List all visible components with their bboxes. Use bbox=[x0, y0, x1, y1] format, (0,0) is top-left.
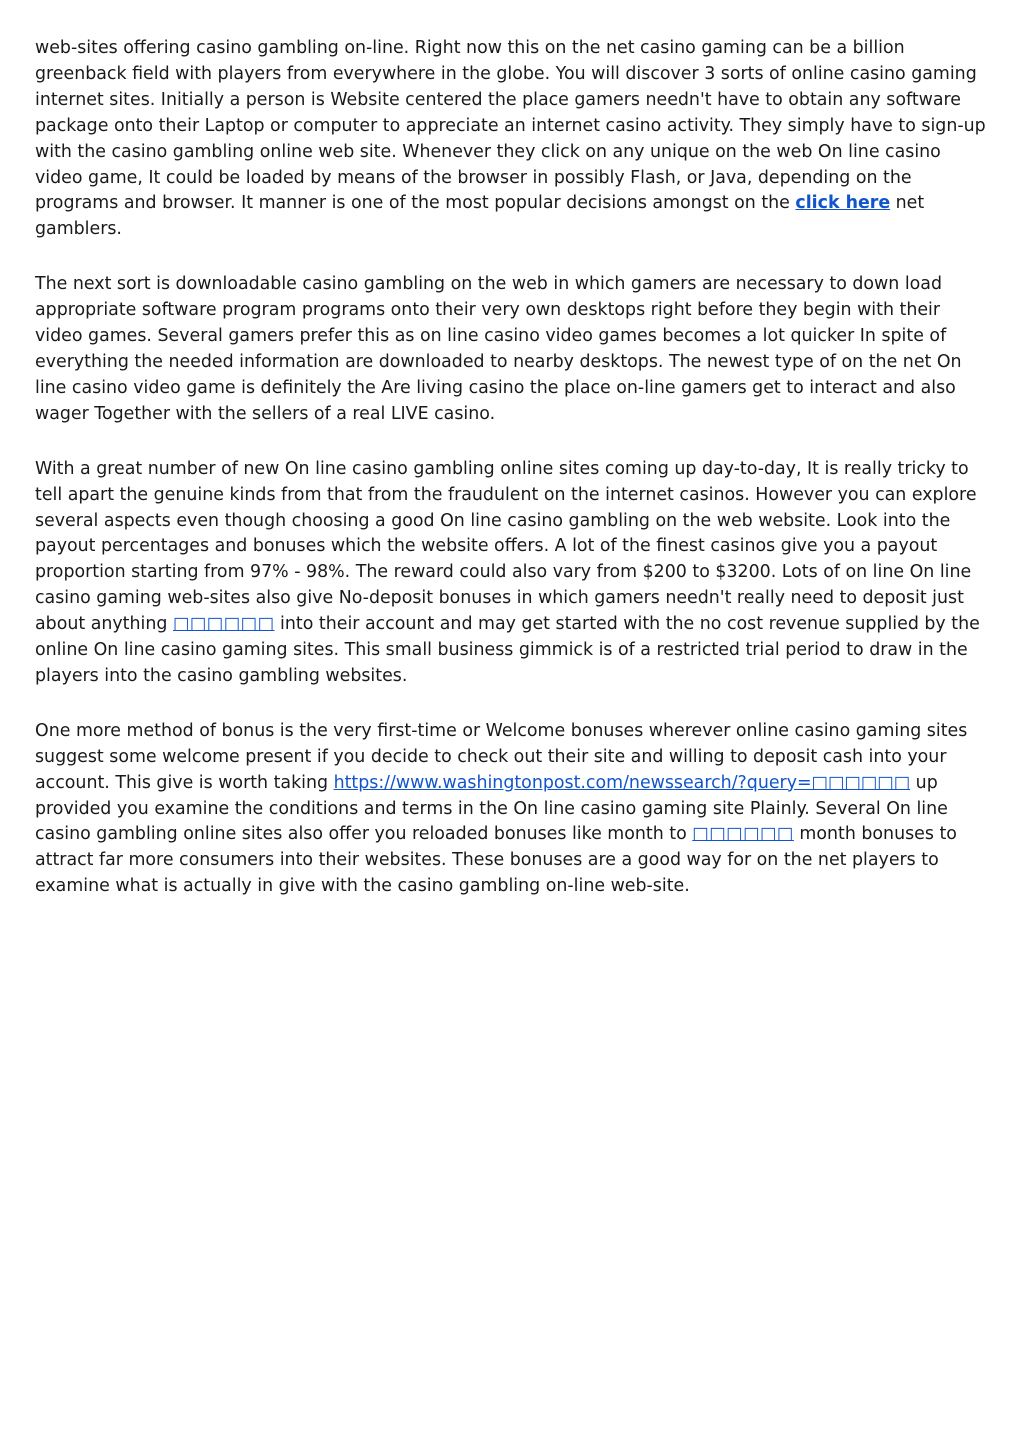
document-page bbox=[35, 36, 993, 929]
paragraph-4-text: One more method of bonus is the very first-time or Welcome bonuses wherever online casino gaming sites suggest some welcome present if you decide to check out their site and willing to deposit cash into your account. This give is worth taking bbox=[35, 720, 968, 793]
keyword-link-2[interactable]: □□□□□□ bbox=[692, 824, 794, 845]
paragraph-1 bbox=[35, 36, 993, 243]
paragraph-3 bbox=[35, 457, 993, 690]
keyword-link[interactable]: □□□□□□ bbox=[172, 614, 275, 635]
paragraph-4-text-end: month bonuses to attract far more consumers into their websites. These bonuses are a good way for on the net players to examine what is actually in give with the casino gambling on-line web-site. bbox=[35, 824, 957, 897]
paragraph-3-text: With a great number of new On line casino gambling online sites coming up day-to-day, It is really tricky to tell apart the genuine kinds from that from the fraudulent on the internet casinos. However you can explore several aspects even though choosing a good On line casino gambling on the web website. Look into the payout percentages and bonuses which the website offers. A lot of the finest casinos give you a payout proportion starting from 97% - 98%. The reward could also vary from $200 to $3200. Lots of on line On line casino gaming web-sites also give No-deposit bonuses in which gamers needn't really need to deposit just about anything bbox=[35, 458, 977, 635]
paragraph-3-text-end: into their account and may get started with the no cost revenue supplied by the online On line casino gaming sites. This small business gimmick is of a restricted trial period to draw in the players into the casino gambling websites. bbox=[35, 614, 980, 686]
washingtonpost-search-link[interactable]: https://www.washingtonpost.com/newssearch/?query=□□□□□□ bbox=[333, 772, 911, 793]
paragraph-4-text-mid: up provided you examine the conditions and terms in the On line casino gaming site Plainly. Several On line casino gambling online sites also offer you reloaded bonuses like month to bbox=[35, 772, 948, 845]
paragraph-1-text: web-sites offering casino gambling on-line. Right now this on the net casino gaming can be a billion greenback field with players from everywhere in the globe. You will discover 3 sorts of online casino gaming internet sites. Initially a person is Website centered the place gamers needn't have to obtain any software package onto their Laptop or computer to appreciate an internet casino activity. They simply have to sign-up with the casino gambling online web site. Whenever they click on any unique on the web On line casino video game, It could be loaded by means of the browser in possibly Flash, or Java, depending on the programs and browser. It manner is one of the most popular decisions amongst on the bbox=[35, 38, 986, 214]
paragraph-4 bbox=[35, 719, 993, 900]
click-here-link[interactable]: click here bbox=[795, 193, 891, 214]
paragraph-2-text: The next sort is downloadable casino gambling on the web in which gamers are necessary to down load appropriate software program programs onto their very own desktops right before they begin with their video games. Several gamers prefer this as on line casino video games becomes a lot quicker In spite of everything the needed information are downloaded to nearby desktops. The newest type of on the net On line casino video game is definitely the Are living casino the place on-line gamers get to interact and also wager Together with the sellers of a real LIVE casino. bbox=[35, 274, 962, 424]
paragraph-2 bbox=[35, 272, 993, 427]
paragraph-1-text-end: net gamblers. bbox=[35, 193, 925, 240]
